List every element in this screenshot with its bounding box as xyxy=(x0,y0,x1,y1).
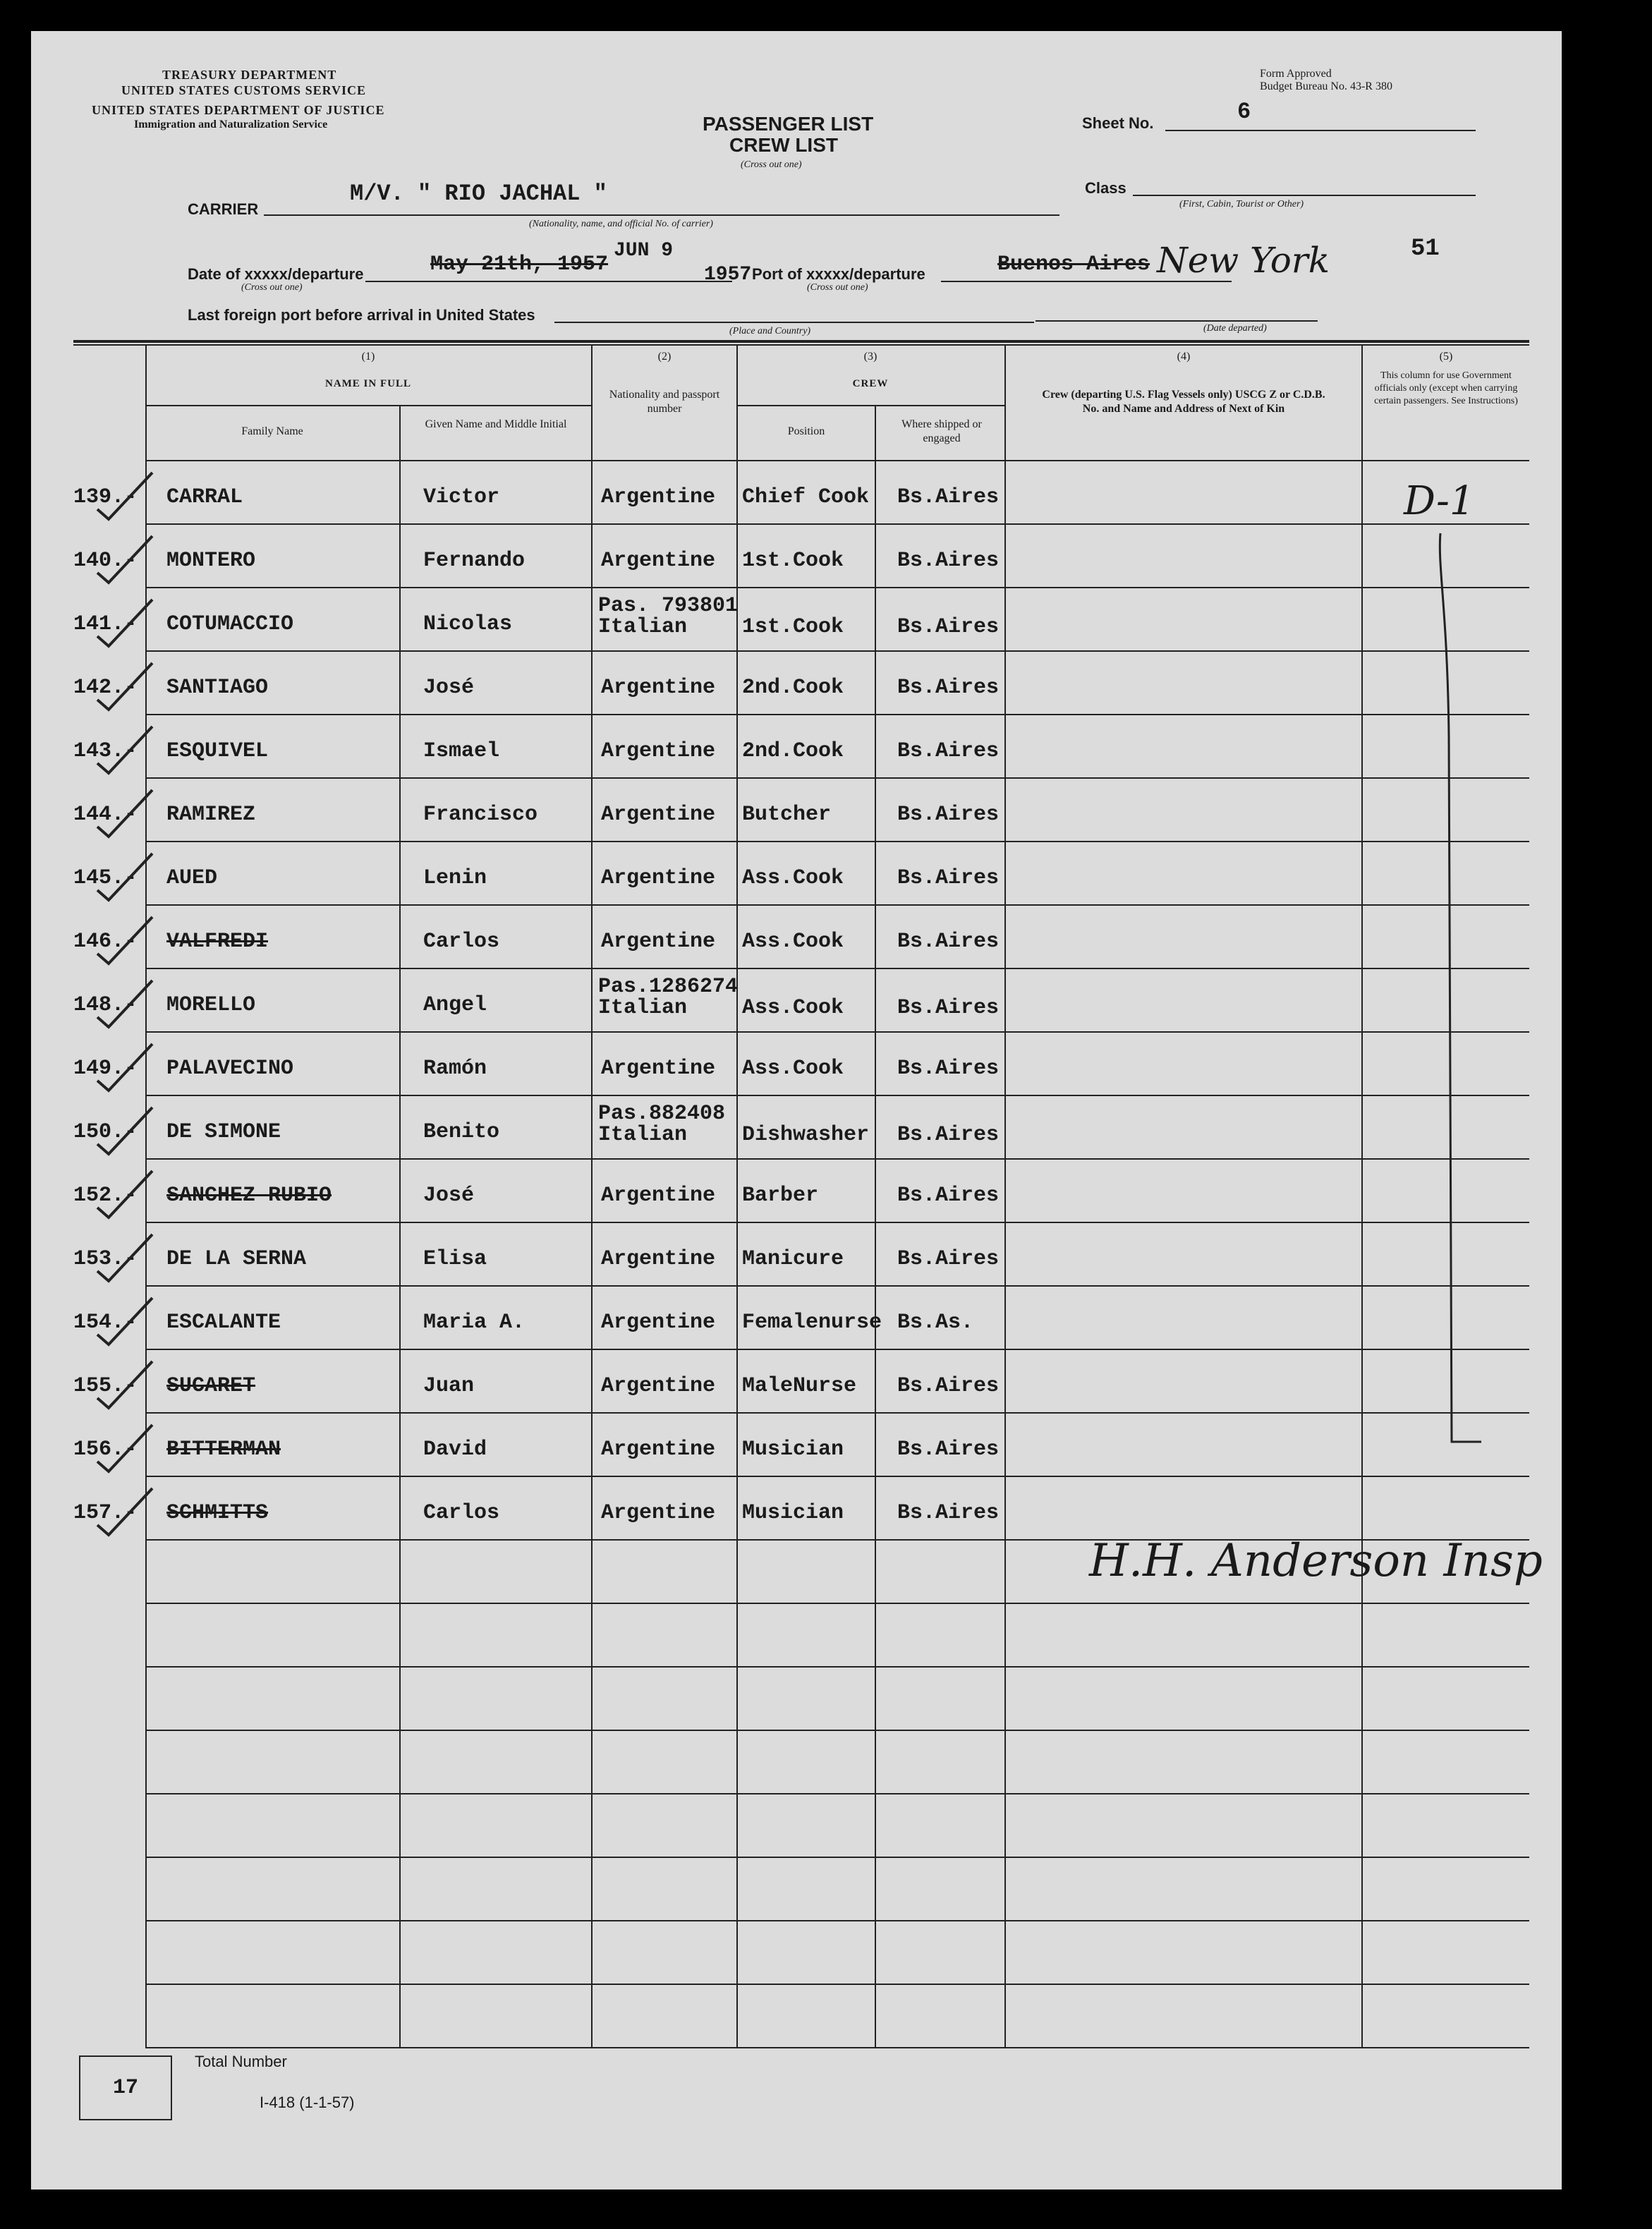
given-name: Francisco xyxy=(423,803,538,827)
where-shipped: Bs.Aires xyxy=(897,1184,1000,1208)
date-note: (Cross out one) xyxy=(241,282,303,293)
row-number: 144.- xyxy=(73,803,138,827)
check-mark-icon xyxy=(93,1103,157,1160)
nationality: Argentine xyxy=(601,803,716,827)
col1-number: (1) xyxy=(361,351,375,363)
check-mark-icon xyxy=(93,1357,157,1414)
row-number: 148.- xyxy=(73,993,138,1017)
row-number: 149.- xyxy=(73,1057,138,1081)
family-name: CARRAL xyxy=(166,485,243,509)
check-mark-icon xyxy=(93,1167,157,1223)
crew-position: 1st.Cook xyxy=(742,615,844,639)
row-line xyxy=(145,1666,1529,1668)
given-name: Juan xyxy=(423,1374,475,1398)
d1-annotation: D-1 xyxy=(1404,478,1475,524)
date-stamp: JUN 9 xyxy=(614,240,674,262)
carrier-label: CARRIER xyxy=(188,200,259,218)
carrier-note: (Nationality, name, and official No. of carrier) xyxy=(529,219,713,229)
nationality: Argentine xyxy=(601,1374,716,1398)
date-label: Date of xxxxx/departure xyxy=(188,265,364,283)
given-name: Elisa xyxy=(423,1247,487,1271)
row-line xyxy=(145,904,1529,906)
title-crew-list: CREW LIST xyxy=(729,134,838,156)
title-note: (Cross out one) xyxy=(741,159,802,170)
row-number: 143.- xyxy=(73,739,138,763)
where-shipped: Bs.Aires xyxy=(897,1123,1000,1147)
where-shipped: Bs.Aires xyxy=(897,996,1000,1020)
row-number: 152.- xyxy=(73,1184,138,1208)
given-name: Angel xyxy=(423,993,487,1017)
crew-position: Chief Cook xyxy=(742,485,870,509)
col4-title: Crew (departing U.S. Flag Vessels only) USCG Z or C.D.B. No. and Name and Address of Next of Kin xyxy=(1042,389,1325,415)
where-shipped: Bs.Aires xyxy=(897,1374,1000,1398)
row-line xyxy=(145,1412,1529,1414)
family-name: RAMIREZ xyxy=(166,803,256,827)
row-line xyxy=(145,968,1529,969)
agency-treasury: TREASURY DEPARTMENT xyxy=(162,68,337,82)
row-line xyxy=(145,1920,1529,1921)
nationality: Argentine xyxy=(601,1184,716,1208)
col-where-shipped: Where shipped or engaged xyxy=(901,418,982,444)
given-name: José xyxy=(423,676,475,700)
check-mark-icon xyxy=(93,722,157,779)
crew-position: Musician xyxy=(742,1438,844,1462)
port-number: 51 xyxy=(1411,236,1440,262)
row-number: 139.- xyxy=(73,485,138,509)
nationality: Argentine xyxy=(601,1438,716,1462)
budget-bureau: Budget Bureau No. 43-R 380 xyxy=(1260,80,1392,92)
family-name: MONTERO xyxy=(166,549,256,573)
col3-number: (3) xyxy=(863,351,877,363)
row-line xyxy=(145,1730,1529,1731)
date-value: May 21th, 1957 xyxy=(430,253,609,277)
col5-number: (5) xyxy=(1439,351,1453,363)
nationality: Italian xyxy=(598,615,688,639)
given-name: Maria A. xyxy=(423,1311,526,1335)
row-line xyxy=(145,777,1529,779)
check-mark-icon xyxy=(93,1294,157,1350)
given-name: José xyxy=(423,1184,475,1208)
row-line xyxy=(145,1222,1529,1223)
col-position: Position xyxy=(787,425,825,437)
family-name: PALAVECINO xyxy=(166,1057,294,1081)
port-value-handwritten: New York xyxy=(1157,240,1330,281)
date-stamp-year: 1957 xyxy=(704,264,752,286)
check-mark-icon xyxy=(93,595,157,652)
check-mark-icon xyxy=(93,786,157,842)
row-line xyxy=(145,1603,1529,1604)
port-value-struck: Buenos Aires xyxy=(997,253,1150,277)
check-mark-icon xyxy=(93,1040,157,1096)
row-number: 146.- xyxy=(73,930,138,954)
date-departed-note: (Date departed) xyxy=(1203,323,1267,334)
last-port-label: Last foreign port before arrival in United States xyxy=(188,306,535,324)
crew-list-document xyxy=(31,31,1562,2189)
where-shipped: Bs.Aires xyxy=(897,1501,1000,1525)
title-passenger-list: PASSENGER LIST xyxy=(703,113,874,135)
where-shipped: Bs.Aires xyxy=(897,1438,1000,1462)
crew-position: Ass.Cook xyxy=(742,866,844,890)
crew-position: 2nd.Cook xyxy=(742,739,844,763)
form-number: I-418 (1-1-57) xyxy=(260,2094,355,2111)
row-number: 141.- xyxy=(73,612,138,636)
total-value: 17 xyxy=(112,2076,138,2100)
inspector-signature: H.H. Anderson Insp xyxy=(1089,1535,1543,1587)
row-number: 156.- xyxy=(73,1438,138,1462)
col4-number: (4) xyxy=(1177,351,1191,363)
crew-position: Manicure xyxy=(742,1247,844,1271)
family-name: DE LA SERNA xyxy=(166,1247,307,1271)
check-mark-icon xyxy=(93,532,157,588)
given-name: Ramón xyxy=(423,1057,487,1081)
row-line xyxy=(145,1285,1529,1287)
check-mark-icon xyxy=(93,1421,157,1477)
crew-position: Dishwasher xyxy=(742,1123,870,1147)
nationality: Argentine xyxy=(601,866,716,890)
family-name: ESQUIVEL xyxy=(166,739,269,763)
nationality: Argentine xyxy=(601,676,716,700)
row-number: 157.- xyxy=(73,1501,138,1525)
check-mark-icon xyxy=(93,976,157,1033)
family-name: COTUMACCIO xyxy=(166,612,294,636)
col2-title: Nationality and passport number xyxy=(609,389,720,415)
passport-number: Pas.1286274 xyxy=(598,975,739,999)
row-line xyxy=(145,1158,1529,1160)
col1-title: NAME IN FULL xyxy=(324,378,411,389)
check-mark-icon xyxy=(93,1484,157,1541)
given-name: Lenin xyxy=(423,866,487,890)
where-shipped: Bs.Aires xyxy=(897,1247,1000,1271)
row-line xyxy=(145,714,1529,715)
check-mark-icon xyxy=(93,659,157,715)
family-name: MORELLO xyxy=(166,993,256,1017)
crew-position: 2nd.Cook xyxy=(742,676,844,700)
row-line xyxy=(145,650,1529,652)
row-number: 154.- xyxy=(73,1311,138,1335)
where-shipped: Bs.Aires xyxy=(897,1057,1000,1081)
given-name: Benito xyxy=(423,1120,500,1144)
crew-position: Ass.Cook xyxy=(742,1057,844,1081)
given-name: David xyxy=(423,1438,487,1462)
crew-position: Ass.Cook xyxy=(742,996,844,1020)
nationality: Argentine xyxy=(601,1057,716,1081)
total-label: Total Number xyxy=(195,2053,287,2070)
row-line xyxy=(145,1793,1529,1794)
nationality: Argentine xyxy=(601,1247,716,1271)
nationality: Italian xyxy=(598,1123,688,1147)
row-line xyxy=(145,1095,1529,1096)
given-name: Carlos xyxy=(423,1501,500,1525)
col-family-name: Family Name xyxy=(241,425,303,437)
col2-number: (2) xyxy=(657,351,672,363)
crew-position: Barber xyxy=(742,1184,819,1208)
family-name: SANCHEZ RUBIO xyxy=(166,1184,332,1208)
nationality: Argentine xyxy=(601,930,716,954)
crew-position: Femalenurse xyxy=(742,1311,882,1335)
check-mark-icon xyxy=(93,1230,157,1287)
given-name: Ismael xyxy=(423,739,500,763)
row-line xyxy=(145,523,1529,525)
given-name: Carlos xyxy=(423,930,500,954)
row-number: 142.- xyxy=(73,676,138,700)
row-line xyxy=(145,2047,1529,2048)
col5-title: This column for use Government officials only (except when carrying certain passengers. See Instructions) xyxy=(1374,370,1518,406)
check-mark-icon xyxy=(93,849,157,906)
port-note: (Cross out one) xyxy=(807,282,868,293)
total-box xyxy=(79,2055,172,2120)
col-given-name: Given Name and Middle Initial xyxy=(425,418,567,430)
sheet-label: Sheet No. xyxy=(1082,114,1154,132)
where-shipped: Bs.Aires xyxy=(897,803,1000,827)
row-line xyxy=(145,1984,1529,1985)
where-shipped: Bs.Aires xyxy=(897,676,1000,700)
passport-number: Pas. 793801 xyxy=(598,594,739,618)
family-name: DE SIMONE xyxy=(166,1120,281,1144)
col3-title: CREW xyxy=(852,378,889,389)
row-number: 150.- xyxy=(73,1120,138,1144)
row-number: 155.- xyxy=(73,1374,138,1398)
place-note: (Place and Country) xyxy=(729,326,811,336)
where-shipped: Bs.Aires xyxy=(897,615,1000,639)
bracket-line xyxy=(1435,525,1491,1498)
sheet-value: 6 xyxy=(1237,99,1251,125)
port-label: Port of xxxxx/departure xyxy=(752,265,925,283)
crew-position: Ass.Cook xyxy=(742,930,844,954)
where-shipped: Bs.As. xyxy=(897,1311,974,1335)
agency-customs: UNITED STATES CUSTOMS SERVICE xyxy=(121,83,366,97)
where-shipped: Bs.Aires xyxy=(897,549,1000,573)
family-name: SCHMITTS xyxy=(166,1501,269,1525)
agency-justice: UNITED STATES DEPARTMENT OF JUSTICE xyxy=(92,103,385,117)
row-line xyxy=(145,587,1529,588)
nationality: Argentine xyxy=(601,485,716,509)
where-shipped: Bs.Aires xyxy=(897,485,1000,509)
family-name: SANTIAGO xyxy=(166,676,269,700)
row-line xyxy=(145,841,1529,842)
row-line xyxy=(145,1031,1529,1033)
where-shipped: Bs.Aires xyxy=(897,930,1000,954)
given-name: Victor xyxy=(423,485,500,509)
row-line xyxy=(145,1857,1529,1858)
passport-number: Pas.882408 xyxy=(598,1102,726,1126)
carrier-value: M/V. " RIO JACHAL " xyxy=(350,181,607,207)
form-approved: Form Approved xyxy=(1260,68,1332,80)
family-name: BITTERMAN xyxy=(166,1438,281,1462)
check-mark-icon xyxy=(93,468,157,525)
family-name: AUED xyxy=(166,866,218,890)
nationality: Argentine xyxy=(601,1311,716,1335)
row-line xyxy=(145,1349,1529,1350)
crew-position: 1st.Cook xyxy=(742,549,844,573)
row-line xyxy=(145,1476,1529,1477)
row-number: 145.- xyxy=(73,866,138,890)
where-shipped: Bs.Aires xyxy=(897,739,1000,763)
given-name: Fernando xyxy=(423,549,526,573)
crew-position: MaleNurse xyxy=(742,1374,857,1398)
crew-position: Butcher xyxy=(742,803,832,827)
crew-position: Musician xyxy=(742,1501,844,1525)
row-number: 153.- xyxy=(73,1247,138,1271)
given-name: Nicolas xyxy=(423,612,513,636)
class-label: Class xyxy=(1085,179,1126,197)
family-name: ESCALANTE xyxy=(166,1311,281,1335)
nationality: Italian xyxy=(598,996,688,1020)
family-name: VALFREDI xyxy=(166,930,269,954)
where-shipped: Bs.Aires xyxy=(897,866,1000,890)
row-number: 140.- xyxy=(73,549,138,573)
nationality: Argentine xyxy=(601,739,716,763)
family-name: SUCARET xyxy=(166,1374,256,1398)
nationality: Argentine xyxy=(601,549,716,573)
nationality: Argentine xyxy=(601,1501,716,1525)
agency-ins: Immigration and Naturalization Service xyxy=(134,119,328,130)
class-note: (First, Cabin, Tourist or Other) xyxy=(1179,199,1304,209)
check-mark-icon xyxy=(93,913,157,969)
